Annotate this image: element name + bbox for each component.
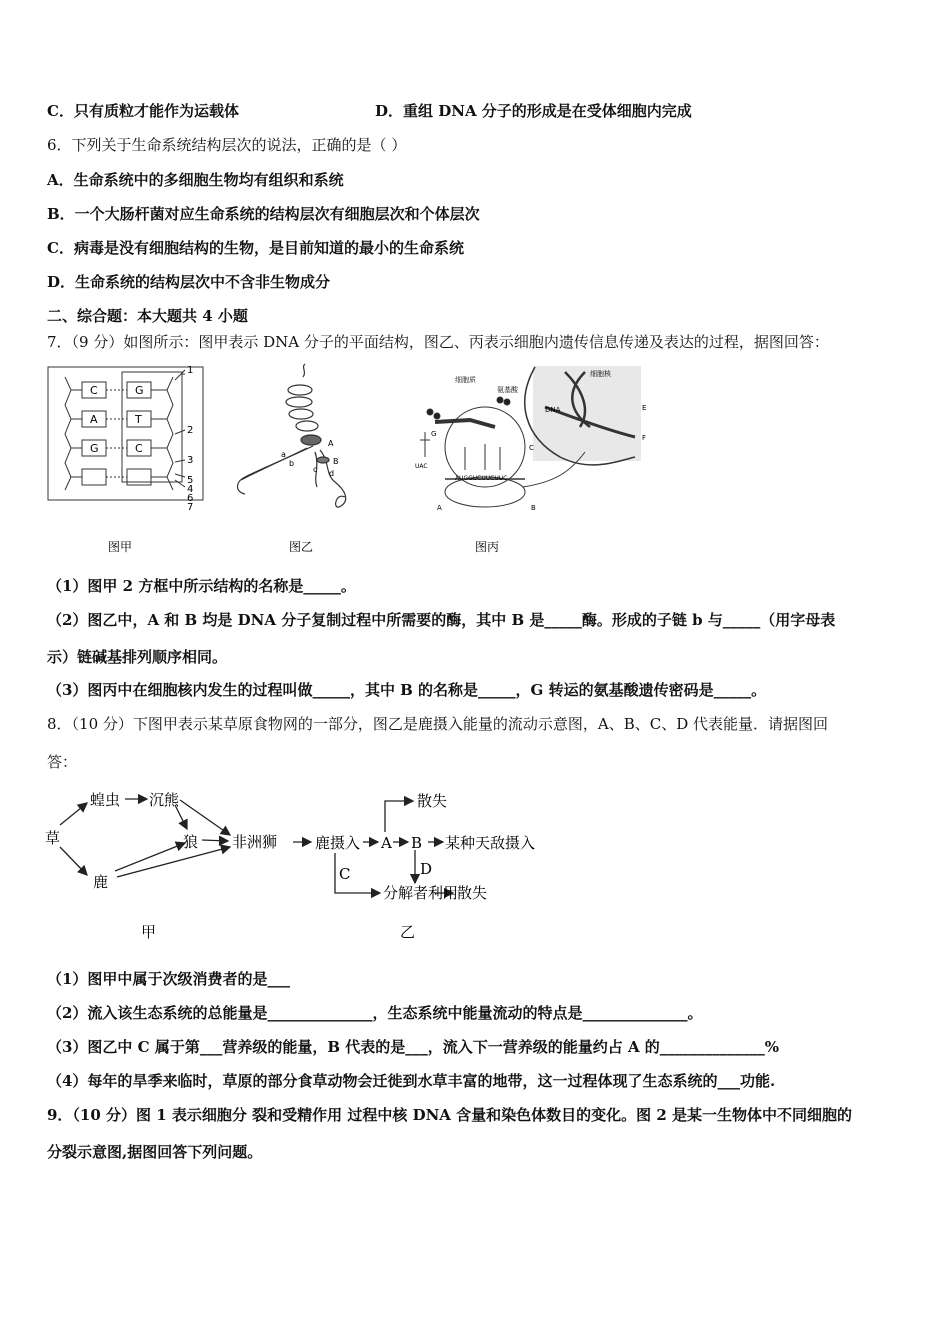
question-8-a: 8．（10 分）下图甲表示某草原食物网的一部分，图乙是鹿摄入能量的流动示意图，A、B、C、D 代表能量．请据图回 — [47, 715, 829, 733]
node-deer: 鹿 — [93, 873, 109, 891]
figure-7-bing — [420, 366, 641, 507]
flow-b: B — [411, 834, 423, 852]
bing-f: F — [642, 434, 647, 442]
q6-option-c: C．病毒是没有细胞结构的生物，是目前知道的最小的生命系统 — [47, 239, 464, 257]
node-grass: 草 — [45, 829, 61, 847]
label-jia-8: 甲 — [141, 923, 157, 941]
base-g-right: G — [135, 384, 144, 397]
flow-intake: 鹿摄入 — [315, 834, 361, 852]
bing-dna: DNA — [545, 406, 561, 414]
yi-label-sa: a — [281, 450, 286, 459]
flow-loss-bottom: 散失 — [457, 884, 488, 902]
num-4: 4 — [187, 484, 194, 495]
base-c-right: C — [135, 442, 143, 455]
q6-option-d: D．生命系统的结构层次中不含非生物成分 — [47, 273, 331, 291]
label-jia: 图甲 — [108, 540, 133, 554]
q8-part-3: （3）图乙中 C 属于第___营养级的能量，B 代表的是___，流入下一营养级的能量约占 A 的______________% — [47, 1038, 780, 1056]
option-c-prev: C．只有质粒才能作为运载体 — [47, 102, 239, 120]
bing-c: C — [529, 444, 534, 452]
bing-cytoplasm: 细胞质 — [455, 376, 476, 384]
node-locust: 蝗虫 — [90, 791, 121, 809]
yi-label-sc: c — [313, 465, 318, 474]
num-7: 7 — [187, 502, 194, 513]
flow-decomposer: 分解者利用 — [383, 884, 459, 902]
label-bing: 图丙 — [475, 540, 500, 554]
num-1: 1 — [187, 365, 194, 376]
q8-part-1: （1）图甲中属于次级消费者的是___ — [47, 970, 290, 988]
base-t-right: T — [135, 413, 142, 426]
q7-part-3: （3）图丙中在细胞核内发生的过程叫做_____，其中 B 的名称是_____，G 转运的氨基酸遗传密码是_____。 — [47, 681, 767, 699]
q8-part-4: （4）每年的旱季来临时，草原的部分食草动物会迁徙到水草丰富的地带，这一过程体现了生态系统的___功能. — [47, 1072, 776, 1090]
question-9-a: 9．（10 分）图 1 表示细胞分 裂和受精作用 过程中核 DNA 含量和染色体数目的变化。图 2 是某一生物体中不同细胞的 — [47, 1106, 853, 1124]
bing-mrna: AUGGUCUUCUUC — [455, 475, 508, 482]
option-d-prev: D．重组 DNA 分子的形成是在受体细胞内完成 — [375, 102, 692, 120]
num-6: 6 — [187, 493, 194, 504]
food-web-arrows — [60, 799, 230, 877]
bing-g: G — [431, 430, 437, 438]
figure-8 — [45, 785, 545, 945]
num-2: 2 — [187, 425, 194, 436]
base-a: A — [90, 413, 98, 426]
q7-part-1: （1）图甲 2 方框中所示结构的名称是_____。 — [47, 577, 356, 595]
yi-label-sb: b — [289, 459, 295, 468]
q6-option-a: A．生命系统中的多细胞生物均有组织和系统 — [47, 171, 344, 189]
label-yi-8: 乙 — [400, 923, 416, 941]
bing-nucleus: 细胞核 — [590, 370, 611, 378]
label-yi: 图乙 — [289, 540, 314, 554]
num-5: 5 — [187, 475, 194, 486]
question-9-b: 分裂示意图,据图回答下列问题。 — [47, 1143, 263, 1161]
bing-uac: UAC — [415, 463, 428, 470]
figure-7-yi — [238, 364, 346, 507]
flow-enemy: 某种天敌摄入 — [445, 834, 536, 852]
node-lion: 非洲狮 — [232, 833, 278, 851]
question-7: 7．（9 分）如图所示：图甲表示 DNA 分子的平面结构，图乙、丙表示细胞内遗传信息传递及表达的过程，据图回答： — [47, 333, 829, 351]
flow-a: A — [381, 834, 392, 852]
q8-part-2: （2）流入该生态系统的总能量是______________，生态系统中能量流动的特点是______________。 — [47, 1004, 703, 1022]
bing-amino-acid: 氨基酸 — [497, 386, 518, 394]
flow-d: D — [420, 860, 433, 878]
base-c: C — [90, 384, 98, 397]
q6-option-b: B．一个大肠杆菌对应生命系统的结构层次有细胞层次和个体层次 — [47, 205, 480, 223]
base-g: G — [90, 442, 99, 455]
num-3: 3 — [187, 455, 194, 466]
q7-part-2a: （2）图乙中，A 和 B 均是 DNA 分子复制过程中所需要的酶，其中 B 是_____酶。形成的子链 b 与_____（用字母表 — [47, 611, 836, 629]
bing-e: E — [642, 404, 647, 412]
figure-7 — [45, 362, 655, 562]
question-8-b: 答： — [47, 753, 78, 771]
q7-part-2b: 示）链碱基排列顺序相同。 — [47, 648, 228, 666]
question-6: 6．下列关于生命系统结构层次的说法，正确的是（ ） — [47, 136, 407, 154]
bing-a: A — [437, 504, 442, 512]
figure-7-jia — [48, 367, 203, 500]
yi-label-b: B — [333, 457, 339, 466]
yi-label-sd: d — [329, 469, 335, 478]
bing-b: B — [531, 504, 536, 512]
section-2-heading: 二、综合题：本大题共 4 小题 — [47, 307, 248, 325]
node-lark: 沉熊 — [149, 791, 180, 809]
yi-label-a: A — [328, 439, 334, 448]
flow-c: C — [339, 865, 351, 883]
flow-loss-top: 散失 — [417, 792, 448, 810]
node-wolf: 狼 — [183, 833, 199, 851]
